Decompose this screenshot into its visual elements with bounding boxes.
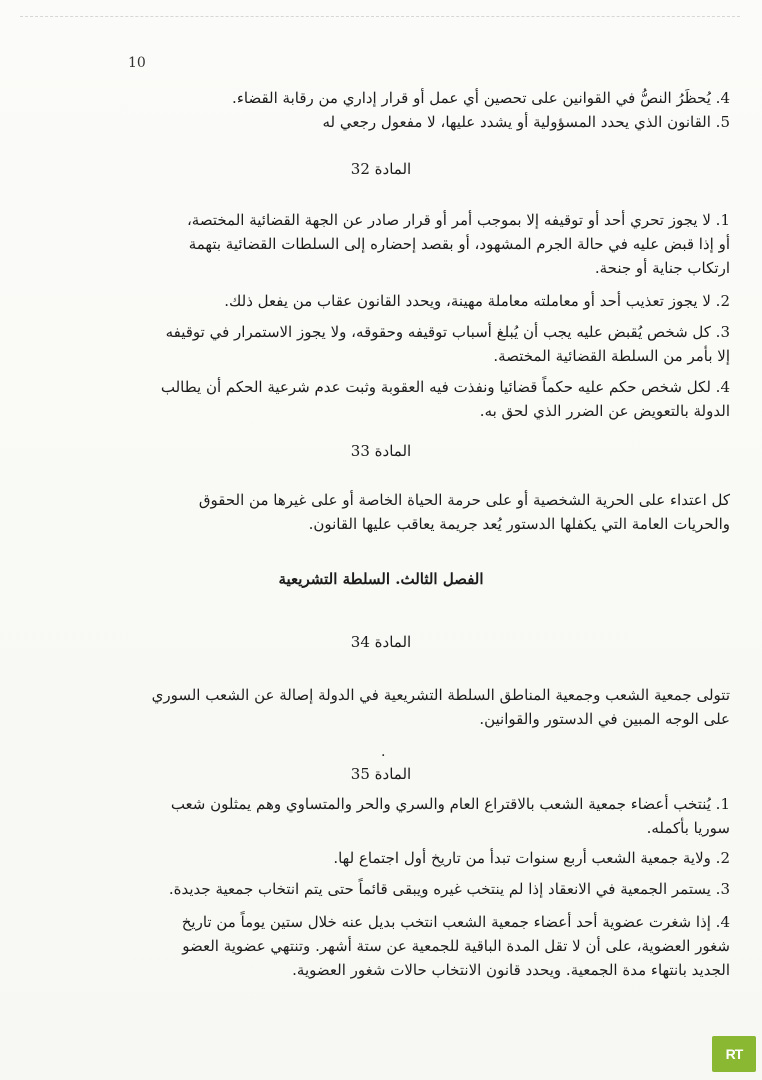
article-35-item-4 — [120, 910, 730, 982]
article-32-item-3-line-2: إلا بأمر من السلطة القضائية المختصة. — [493, 347, 730, 365]
intro-item-5: 5. القانون الذي يحدد المسؤولية أو يشدد عليها، لا مفعول رجعي له — [322, 113, 730, 131]
article-33-title: المادة 33 — [350, 442, 412, 460]
article-32-item-1-line-3: ارتكاب جناية أو جنحة. — [594, 259, 730, 277]
intro-items — [120, 86, 730, 134]
rt-logo-text: RT — [725, 1046, 743, 1062]
article-34-title: المادة 34 — [350, 633, 412, 651]
article-32-item-2-line: 2. لا يجوز تعذيب أحد أو معاملته معاملة مهينة، ويحدد القانون عقاب من يفعل ذلك. — [224, 292, 730, 310]
article-35-item-2 — [120, 846, 730, 870]
article-32-item-2 — [120, 289, 730, 313]
article-35-item-1-line-2: سوريا بأكمله. — [646, 819, 730, 837]
article-32-item-1-line-2: أو إذا قبض عليه في حالة الجرم المشهود، أو بقصد إحضاره إلى السلطات القضائية بتهمة — [188, 235, 730, 253]
article-34-body — [120, 683, 730, 731]
article-32-item-4-line-1: 4. لكل شخص حكم عليه حكماً قضائيا ونفذت فيه العقوبة وثبت عدم شرعية الحكم أن يطالب — [160, 378, 730, 396]
article-33-line-2: والحريات العامة التي يكفلها الدستور يُعد جريمة يعاقب عليها القانون. — [308, 515, 730, 533]
article-32-item-4-line-2: الدولة بالتعويض عن الضرر الذي لحق به. — [479, 402, 730, 420]
article-32-item-4 — [120, 375, 730, 423]
article-34-line-2: على الوجه المبين في الدستور والقوانين. — [479, 710, 730, 728]
stray-mark: . — [381, 744, 386, 760]
scan-edge-line — [20, 16, 740, 19]
article-35-item-1-line-1: 1. يُنتخب أعضاء جمعية الشعب بالاقتراع العام والسري والحر والمتساوي وهم يمثلون شعب — [170, 795, 730, 813]
article-33-body — [120, 488, 730, 536]
article-32-item-3-line-1: 3. كل شخص يُقبض عليه يجب أن يُبلغ أسباب توقيفه وحقوقه، ولا يجوز الاستمرار في توقيفه — [165, 323, 730, 341]
article-34-line-1: تتولى جمعية الشعب وجمعية المناطق السلطة التشريعية في الدولة إصالة عن الشعب السوري — [151, 686, 730, 704]
article-35-item-1 — [120, 792, 730, 840]
article-32-body — [120, 208, 730, 280]
page-number: 10 — [128, 55, 146, 71]
rt-logo-icon — [712, 1036, 756, 1072]
article-35-item-4-line-1: 4. إذا شغرت عضوية أحد أعضاء جمعية الشعب انتخب بديل عنه خلال ستين يوماً من تاريخ — [181, 913, 730, 931]
intro-item-4: 4. يُحظَرُ النصُّ في القوانين على تحصين أي عمل أو قرار إداري من رقابة القضاء. — [232, 89, 730, 107]
article-35-item-4-line-3: الجديد بانتهاء مدة الجمعية. ويحدد قانون الانتخاب حالات شغور العضوية. — [292, 961, 730, 979]
article-33-line-1: كل اعتداء على الحرية الشخصية أو على حرمة الحياة الخاصة أو على غيرها من الحقوق — [198, 491, 730, 509]
article-35-item-4-line-2: شغور العضوية، على أن لا تقل المدة الباقية للجمعية عن ستة أشهر. وتنتهي عضوية العضو — [182, 937, 730, 955]
article-35-item-3 — [120, 877, 730, 901]
chapter-3-title: الفصل الثالث. السلطة التشريعية — [278, 570, 484, 588]
article-35-title: المادة 35 — [350, 765, 412, 783]
article-35-item-3-line: 3. يستمر الجمعية في الانعقاد إذا لم ينتخب غيره ويبقى قائماً حتى يتم انتخاب جمعية جديدة. — [168, 880, 730, 898]
article-32-title: المادة 32 — [350, 160, 412, 178]
article-32-item-3 — [120, 320, 730, 368]
article-32-item-1-line-1: 1. لا يجوز تحري أحد أو توقيفه إلا بموجب أمر أو قرار صادر عن الجهة القضائية المختصة، — [186, 211, 730, 229]
article-35-item-2-line: 2. ولاية جمعية الشعب أربع سنوات تبدأ من تاريخ أول اجتماع لها. — [333, 849, 730, 867]
